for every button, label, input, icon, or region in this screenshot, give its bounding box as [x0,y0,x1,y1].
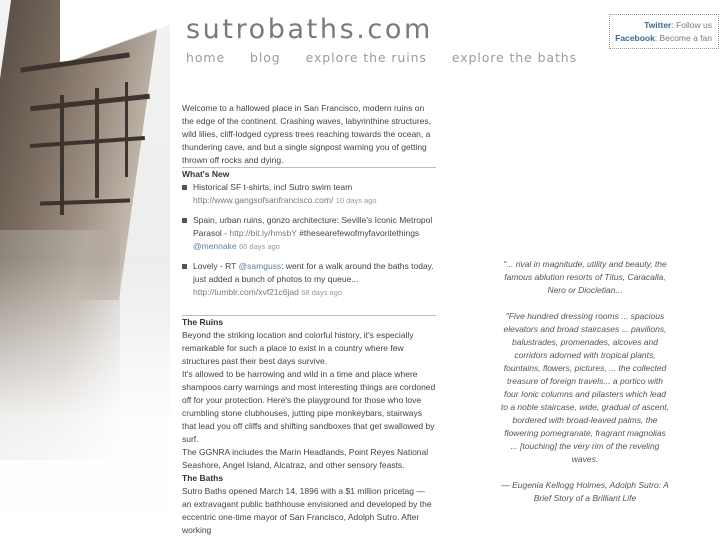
nav-explore-ruins[interactable]: explore the ruins [305,50,427,65]
quote-text: "Five hundred dressing rooms ... spacious elevators and broad staircases ... pavilions, balustrades, promenades, alcoves and corridors adorned with tropical plants, fountains, flowers, pictures, ... the collected treasure of foreign travels... a portico with four Ionic columns and pilasters which lead to a noble staircase, wide, gradual of ascent, bordered with broad-leaved palms, the flowering pomegranate, fragrant magnolias ... [touching] the very rim of the reveling waves. [500,311,670,464]
photo-post [60,95,64,215]
quote-text: "... rival in magnitude, utility and beauty, the famous ablution resorts of Titus, Caracalla, Nero or Diocletian... [503,259,667,295]
news-hashtag[interactable]: #thesearefewofmyfavoritethings [299,228,420,238]
sidebar-quote [500,258,670,518]
whats-new-heading: What's New [182,169,230,179]
quote-attribution: — Eugenia Kellogg Holmes, Adolph Sutro: A Brief Story of a Brilliant Life [501,480,669,503]
ruins-heading: The Ruins [182,317,224,327]
news-link[interactable]: http://tumblr.com/xvf21c6jad [193,287,299,297]
intro-text: Welcome to a hallowed place in San Francisco, modern ruins on the edge of the continent. Crashing waves, labyrinthine structures, wild lilies, cliff-lodged cypress trees reaching towards the ocean, a thundering cave, and but a single signpost warning you of getting thrown off rocks and dying. [182,103,432,165]
facebook-link[interactable]: Facebook: Become a fan [615,33,712,43]
nav-explore-baths[interactable]: explore the baths [451,50,578,65]
baths-heading: The Baths [182,473,224,483]
photo-post [125,82,128,177]
nav-blog[interactable]: blog [250,50,281,65]
photo-post [95,88,99,198]
photo-fade [0,260,170,545]
ruins-paragraph: The GGNRA includes the Marin Headlands, Point Reyes National Seashore, Angel Island, Alcatraz, and other sensory feasts. [182,447,429,470]
main-nav [186,50,602,65]
news-link[interactable]: http://bit.ly/hmsbY [229,228,297,238]
ruins-paragraph: Beyond the striking location and colorful history, it's especially remarkable for such a place to exist in a country where few structures past their best days survive. [182,330,414,366]
news-handle[interactable]: @mennake [193,241,237,251]
nav-home[interactable]: home [186,50,226,65]
news-time: 68 days ago [301,288,343,297]
twitter-link[interactable]: Twitter: Follow us [644,20,712,30]
baths-paragraph: Sutro Baths opened March 14, 1896 with a $1 million pricetag — an extravagant public bathhouse envisioned and developed by the eccentric one-time mayor of San Francisco, Adolph Sutro. After working [182,486,432,535]
news-list [182,181,436,299]
social-box [609,14,719,49]
news-item: Historical SF t-shirts, incl Sutro swim team http://www.gangsofsanfrancisco.com/ 10 days ago [182,181,436,207]
news-item: Spain, urban ruins, gonzo architecture: Seville's Iconic Metropol Parasol - http://bit.ly/hmsbY #thesearefewofmyfavoritethings @mennake 66 days ago [182,214,436,253]
site-logo[interactable]: sutrobaths.com [186,14,433,45]
news-time: 66 days ago [238,242,280,251]
hero-photo [0,0,170,545]
ruins-paragraph: It's allowed to be harrowing and wild in a time and place where shampoos carry warnings and most interesting things are cordoned off for your protection. Here's the playground for those who love crumbling stone clubhouses, jutting pipe monkeybars, stairways that lead you off cliffs and shifting sandboxes that get swallowed by surf. [182,369,436,444]
news-time: 10 days ago [335,196,377,205]
news-item: Lovely - RT @samguss: went for a walk around the baths today. just added a bunch of photos to my queue... http://tumblr.com/xvf21c6jad 68 days ago [182,260,436,299]
news-link[interactable]: http://www.gangsofsanfrancisco.com/ [193,195,334,205]
main-content [182,102,436,537]
news-handle[interactable]: @samguss [238,261,282,271]
